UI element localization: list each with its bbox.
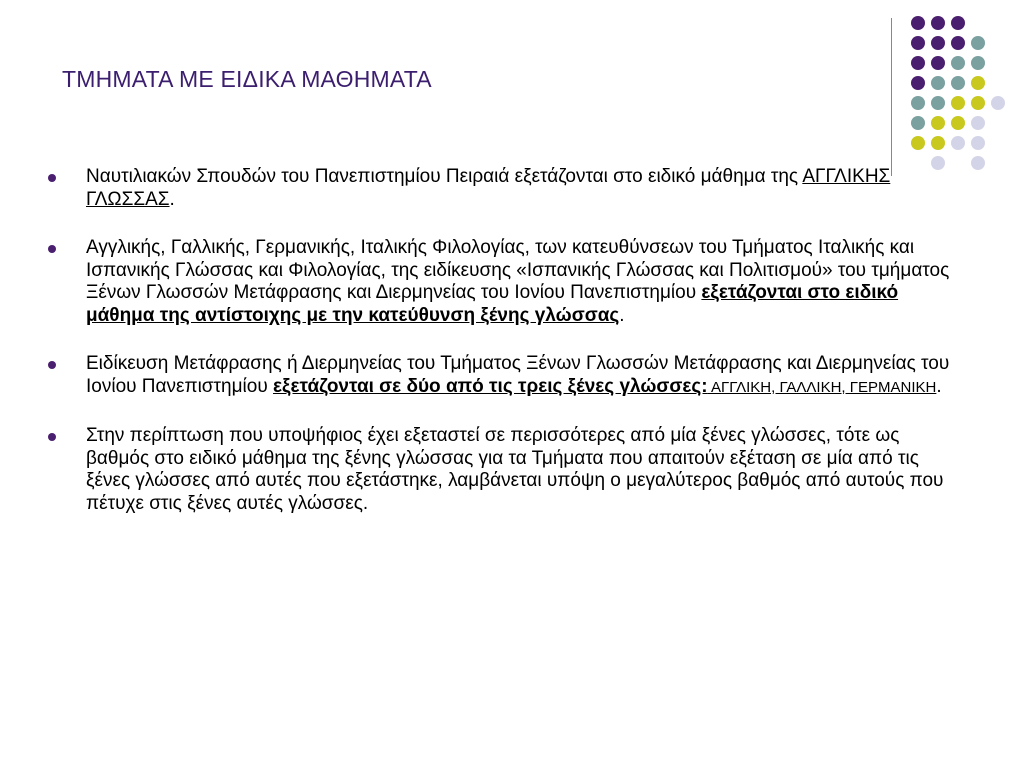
decor-dot [971, 36, 985, 50]
decor-dot [931, 136, 945, 150]
list-item [48, 237, 958, 327]
bullet-icon [48, 174, 56, 182]
decor-dot [971, 96, 985, 110]
list-item [48, 166, 958, 211]
decor-dot [951, 136, 965, 150]
decor-dot [931, 96, 945, 110]
decor-dot [911, 116, 925, 130]
decor-dot [971, 56, 985, 70]
item-text: Ειδίκευση Μετάφρασης ή Διερμηνείας του Τμήματος Ξένων Γλωσσών Μετάφρασης και Διερμηνείας του Ιονίου Πανεπιστημίου [86, 353, 950, 397]
item-emphasis: εξετάζονται σε δύο από τις τρεις ξένες γλώσσες: [273, 375, 708, 397]
decor-dot [951, 116, 965, 130]
item-text: Ναυτιλιακών Σπουδών του Πανεπιστημίου Πειραιά εξετάζονται στο ειδικό μάθημα της [86, 166, 803, 187]
decor-dot [931, 16, 945, 30]
item-text: Αγγλικής, Γαλλικής, Γερμανικής, Ιταλικής Φιλολογίας, των κατευθύνσεων του Τμήματος Ιταλικής και Ισπανικής Γλώσσας και Φιλολογίας, της ειδίκευσης «Ισπανικής Γλώσσας και Πολιτισμού» του τμήματος Ξένων Γλωσσών Μετάφρασης και Διερμηνείας του Ιονίου Πανεπιστημίου [86, 237, 950, 303]
decor-dot [911, 96, 925, 110]
item-end: . [169, 188, 175, 210]
bullet-icon [48, 245, 56, 253]
decor-dot [971, 156, 985, 170]
decor-dot [911, 16, 925, 30]
item-emphasis-caps: ΑΓΓΛΙΚΗ, ΓΑΛΛΙΚΗ, ΓΕΡΜΑΝΙΚΗ [707, 378, 937, 396]
decor-dot [991, 96, 1005, 110]
slide-title: ΤΜΗΜΑΤΑ ΜΕ ΕΙΔΙΚΑ ΜΑΘΗΜΑΤΑ [62, 66, 432, 92]
decor-dot [951, 56, 965, 70]
decor-dot [931, 36, 945, 50]
item-end: . [936, 375, 942, 397]
decor-dot [951, 36, 965, 50]
decor-dot [911, 56, 925, 70]
item-emphasis: εξετάζονται στο ειδικό μάθημα της αντίστοιχης με την κατεύθυνση ξένης γλώσσας [86, 282, 899, 326]
decor-dot [911, 36, 925, 50]
decor-dot [971, 76, 985, 90]
decor-dot [971, 136, 985, 150]
decor-dot [951, 16, 965, 30]
decor-dot [951, 96, 965, 110]
decor-dot [931, 76, 945, 90]
bullet-list [48, 166, 958, 541]
item-end: . [619, 304, 625, 326]
item-emphasis: ΑΓΓΛΙΚΗΣ ΓΛΩΣΣΑΣ [86, 166, 891, 210]
decor-dot [951, 76, 965, 90]
bullet-icon [48, 433, 56, 441]
list-item [48, 353, 958, 399]
decorative-divider [891, 18, 892, 176]
decor-dot [911, 136, 925, 150]
decor-dot [931, 56, 945, 70]
list-item [48, 425, 958, 515]
decor-dot [971, 116, 985, 130]
bullet-icon [48, 361, 56, 369]
decor-dot [911, 76, 925, 90]
decor-dot [931, 116, 945, 130]
item-text: Στην περίπτωση που υποψήφιος έχει εξεταστεί σε περισσότερες από μία ξένες γλώσσες, τότε ως βαθμός στο ειδικό μάθημα της ξένης γλώσσας για τα Τμήματα που απαιτούν εξέταση σε μία από τις ξένες γλώσσες από αυτές που εξετάστηκε, λαμβάνεται υπόψη ο μεγαλύτερος βαθμός από αυτούς που πέτυχε στις ξένες αυτές γλώσσες. [86, 425, 944, 514]
